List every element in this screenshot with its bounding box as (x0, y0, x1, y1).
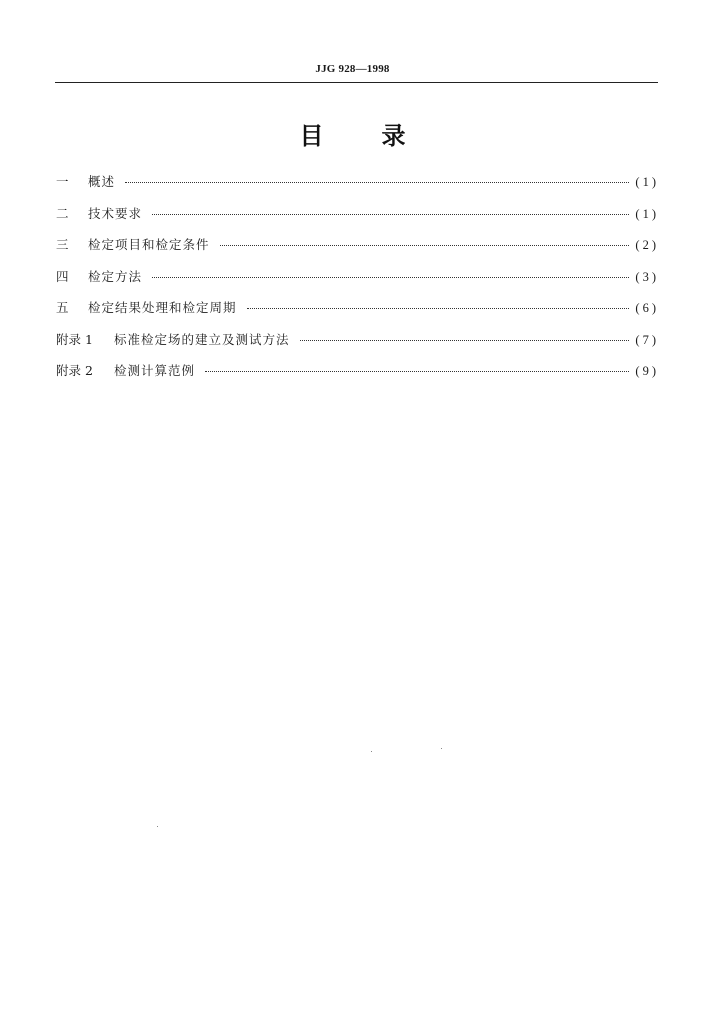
toc-dot-leader (205, 371, 629, 372)
toc-entry-label: 检定结果处理和检定周期 (88, 300, 237, 315)
toc-dot-leader (220, 245, 630, 246)
toc-entry[interactable] (56, 235, 659, 267)
toc-dot-leader (300, 340, 630, 341)
toc-entry-number: 附录 1 (56, 331, 93, 347)
toc-entry-label: 检测计算范例 (114, 363, 196, 378)
page-title: 目录 (299, 122, 464, 150)
toc-entry[interactable] (56, 330, 659, 362)
scan-speck (441, 748, 442, 749)
toc-entry[interactable] (56, 204, 659, 236)
toc-entry-page: (1) (635, 175, 659, 189)
toc-dot-leader (152, 277, 629, 278)
toc-entry-page: (6) (635, 301, 659, 315)
toc-entry[interactable] (56, 172, 659, 204)
toc-entry[interactable] (56, 361, 659, 393)
scan-speck (157, 826, 158, 827)
toc-entry-page: (7) (635, 332, 659, 347)
toc-dot-leader (247, 308, 630, 309)
toc-entry-label: 检定方法 (88, 268, 143, 284)
toc-entry-number: 四 (56, 268, 69, 284)
table-of-contents (56, 172, 659, 393)
toc-entry-page: (9) (635, 364, 659, 378)
document-code: JJG 928—1998 (315, 63, 390, 75)
toc-entry-label: 检定项目和检定条件 (88, 237, 210, 252)
toc-dot-leader (125, 182, 629, 183)
scan-speck (371, 751, 372, 752)
toc-entry-number: 五 (56, 300, 69, 315)
header-rule (55, 82, 658, 83)
toc-entry[interactable] (56, 298, 659, 330)
toc-entry-number: 附录 2 (56, 363, 93, 378)
toc-entry-page: (3) (635, 269, 659, 284)
toc-entry-label: 标准检定场的建立及测试方法 (114, 331, 290, 347)
toc-entry[interactable] (56, 267, 659, 299)
toc-entry-number: 一 (56, 174, 69, 189)
toc-entry-page: (1) (635, 206, 659, 221)
toc-entry-label: 概述 (88, 174, 116, 189)
toc-entry-page: (2) (635, 238, 659, 252)
toc-entry-label: 技术要求 (88, 205, 143, 221)
toc-dot-leader (152, 214, 629, 215)
toc-entry-number: 二 (56, 205, 69, 221)
toc-entry-number: 三 (56, 237, 69, 252)
